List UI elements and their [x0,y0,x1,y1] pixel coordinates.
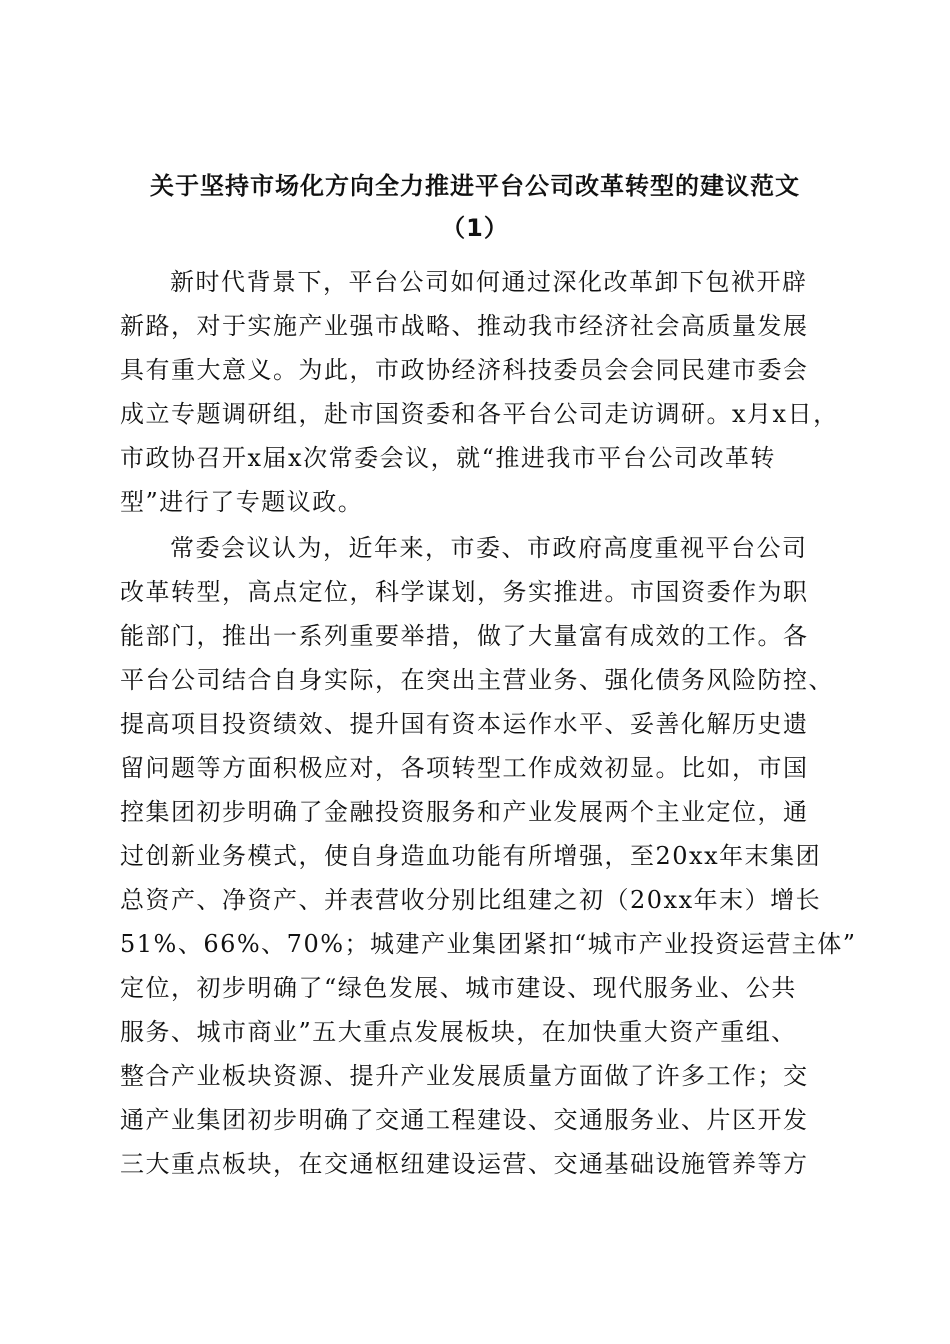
document-title-number: （1） [441,214,509,242]
paragraph-2-line: 改革转型，高点定位，科学谋划，务实推进。市国资委作为职 [120,578,809,606]
paragraph-1-line: 成立专题调研组，赴市国资委和各平台公司走访调研。x月x日， [120,400,839,428]
paragraph-2-line: 整合产业板块资源、提升产业发展质量方面做了许多工作；交 [120,1062,809,1090]
document-title: 关于坚持市场化方向全力推进平台公司改革转型的建议范文 [150,172,800,200]
paragraph-1-line: 具有重大意义。为此，市政协经济科技委员会会同民建市委会 [120,356,809,384]
paragraph-2-line: 平台公司结合自身实际，在突出主营业务、强化债务风险防控、 [120,666,834,694]
paragraph-2-line: 总资产、净资产、并表营收分别比组建之初（20xx年末）增长 [120,886,822,914]
paragraph-1-line: 新时代背景下，平台公司如何通过深化改革卸下包袱开辟 [170,268,808,296]
paragraph-2-line: 51%、66%、70%；城建产业集团紧扣“城市产业投资运营主体” [120,930,857,958]
paragraph-2-line: 常委会议认为，近年来，市委、市政府高度重视平台公司 [170,534,808,562]
paragraph-1-line: 新路，对于实施产业强市战略、推动我市经济社会高质量发展 [120,312,809,340]
paragraph-2-line: 三大重点板块，在交通枢纽建设运营、交通基础设施管养等方 [120,1150,809,1178]
paragraph-2-line: 定位，初步明确了“绿色发展、城市建设、现代服务业、公共 [120,974,797,1002]
paragraph-2-line: 留问题等方面积极应对，各项转型工作成效初显。比如，市国 [120,754,809,782]
paragraph-2-line: 能部门，推出一系列重要举措，做了大量富有成效的工作。各 [120,622,809,650]
paragraph-2-line: 通产业集团初步明确了交通工程建设、交通服务业、片区开发 [120,1106,809,1134]
paragraph-1-line: 型”进行了专题议政。 [120,488,364,516]
paragraph-1-line: 市政协召开x届x次常委会议，就“推进我市平台公司改革转 [120,444,776,472]
paragraph-2-line: 提高项目投资绩效、提升国有资本运作水平、妥善化解历史遗 [120,710,809,738]
paragraph-2-line: 服务、城市商业”五大重点发展板块，在加快重大资产重组、 [120,1018,797,1046]
paragraph-2-line: 过创新业务模式，使自身造血功能有所增强，至20xx年末集团 [120,842,822,870]
paragraph-2-line: 控集团初步明确了金融投资服务和产业发展两个主业定位，通 [120,798,809,826]
